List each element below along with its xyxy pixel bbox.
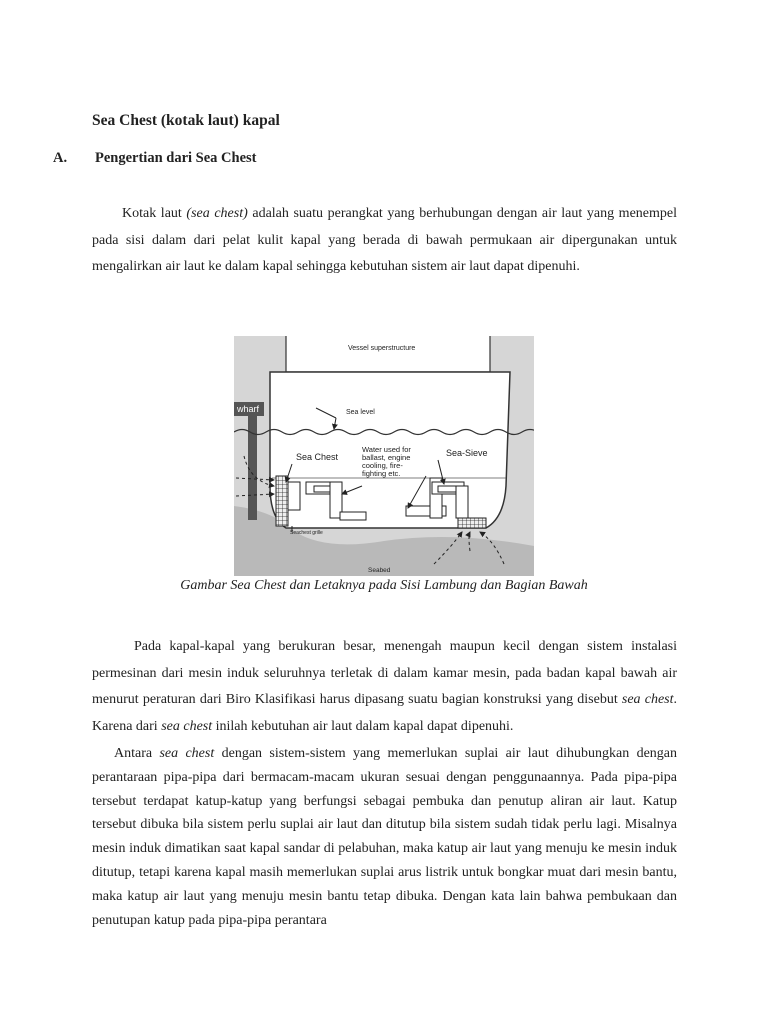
paragraph-text: dengan sistem-sistem yang memerlukan suplai air laut dihubungkan dengan perantaraan pipa-pipa dari bermacam-macam ukuran sesuai dengan penggunaannya. Pada pipa-pipa tersebut terdapat katup-katup yang berfungsi sebagai pembuka dan penutup aliran air laut. Katup tersebut dibuka bila sistem perlu suplai air laut dan ditutup bila sistem sudah tidak perlu lagi. Misalnya mesin induk dimatikan saat kapal sandar di pelabuhan, maka katup air laut yang menuju ke mesin induk ditutup, tetapi karena kapal masih memerlukan suplai arus listrik untuk bongkar muat dari mesin bantu, maka katup air laut yang menuju mesin bantu tetap dibuka. Dengan kata lain bahwa pembukaan dan penutupan katup pada pipa-pipa perantara xyxy=(92,746,677,928)
label-seabed: Seabed xyxy=(368,567,391,574)
paragraph-text: adalah suatu perangkat yang berhubungan dengan air laut yang menempel pada sisi dalam dari pelat kulit kapal yang berada di bawah permukaan air dipergunakan untuk mengalirkan air laut ke dalam kapal sehingga kebutuhan sistem air laut dapat dipenuhi. xyxy=(92,206,677,274)
label-sea-chest: Sea Chest xyxy=(296,452,339,462)
sea-chest-diagram xyxy=(234,336,534,576)
superstructure-shape xyxy=(286,336,490,372)
paragraph-italic-term: sea chest xyxy=(621,692,674,707)
paragraph-piping xyxy=(92,742,677,932)
figure-caption: Gambar Sea Chest dan Letaknya pada Sisi Lambung dan Bagian Bawah xyxy=(180,578,588,593)
paragraph-text: Pada kapal-kapal yang berukuran besar, menengah maupun kecil dengan sistem instalasi permesinan dari mesin induk seluruhnya terletak di dalam kamar mesin, pada badan kapal bawah air menurut peraturan dari Biro Klasifikasi harus dipasang suatu bagian konstruksi yang disebut xyxy=(92,639,677,707)
paragraph-italic-term: sea chest xyxy=(159,746,215,761)
label-water-used-3: cooling, fire- xyxy=(362,461,403,470)
bottom-sea-chest-grille xyxy=(458,518,486,528)
paragraph-definition xyxy=(92,201,677,281)
label-wharf: wharf xyxy=(237,404,260,414)
label-sea-sieve: Sea-Sieve xyxy=(446,448,488,458)
label-seachest-grille: Seachest grille xyxy=(290,530,323,536)
label-superstructure: Vessel superstructure xyxy=(348,345,416,352)
paragraph-text: inilah kebutuhan air laut dalam kapal dapat dipenuhi. xyxy=(212,718,514,734)
paragraph-text: Antara xyxy=(114,746,160,761)
section-number: A. xyxy=(53,150,68,166)
paragraph-installation xyxy=(92,634,677,740)
document-title: Sea Chest (kotak laut) kapal xyxy=(92,112,280,129)
label-sea-level: Sea level xyxy=(346,409,375,416)
label-water-used-2: ballast, engine xyxy=(362,453,411,462)
paragraph-text: . Karena dari xyxy=(92,692,677,734)
paragraph-text: Kotak laut xyxy=(122,206,187,221)
label-water-used-4: fighting etc. xyxy=(362,469,401,478)
label-water-used-1: Water used for xyxy=(362,445,411,454)
side-sea-chest-grille xyxy=(276,476,288,526)
section-title: Pengertian dari Sea Chest xyxy=(95,150,257,166)
paragraph-italic-term: sea chest xyxy=(161,718,213,734)
section-heading xyxy=(53,150,257,167)
paragraph-italic-term: (sea chest) xyxy=(186,206,248,221)
